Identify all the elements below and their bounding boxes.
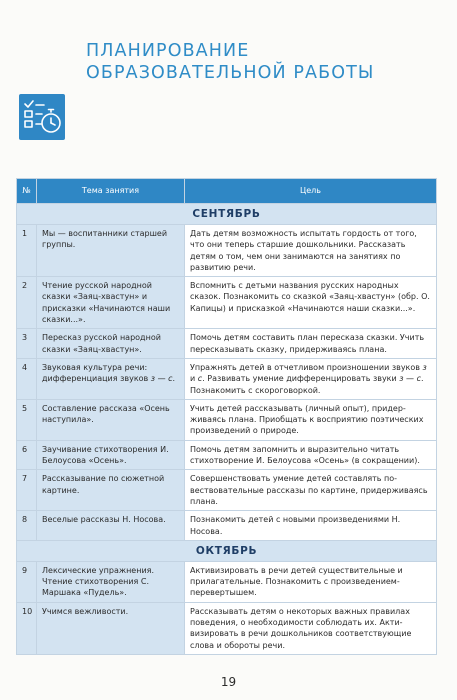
row-topic: Веселые рассказы Н. Носова. [37, 511, 185, 541]
row-goal: Учить детей рассказывать (личный опыт), придерживаясь плана. Приобщать к восприятию поэтических произведений о природе. [185, 399, 437, 440]
row-number: 3 [17, 329, 37, 359]
row-goal: Познакомить детей с новыми произведениями Н. Носова. [185, 511, 437, 541]
table-header-row [17, 179, 437, 204]
sound-italic: с [197, 374, 203, 384]
row-number: 6 [17, 440, 37, 470]
row-topic: Чтение русской народной сказки «Заяц-хвастун» и присказки «Начинаются наши сказки...». [37, 277, 185, 329]
lesson-plan-table [16, 178, 437, 655]
table-row [17, 225, 437, 277]
goal-text: Упражнять детей в отчетливом произношении звуков [190, 362, 423, 372]
table-row [17, 277, 437, 329]
row-topic: Лексические упражнения. Чтение стихотворения С. Маршака «Пудель». [37, 561, 185, 602]
row-topic [37, 358, 185, 399]
row-goal: Помочь детям составить план пересказа сказки. Учить пересказывать сказку, придерживаясь плана. [185, 329, 437, 359]
page-title-line-1: ПЛАНИРОВАНИЕ [86, 41, 250, 61]
row-topic: Заучивание стихотворения И. Белоусова «Осень». [37, 440, 185, 470]
table-row [17, 440, 437, 470]
month-row-october [17, 540, 437, 561]
page-number: 19 [220, 675, 237, 689]
topic-text: Звуковая культура речи: дифференциация звуков [42, 362, 151, 384]
row-goal: Рассказывать детям о некоторых важных правилах поведения, о необходимости соблюдать их. Активизировать в речи дошкольников соответствующие слова и обороты речи. [185, 602, 437, 654]
row-number: 10 [17, 602, 37, 654]
page-title [86, 40, 374, 84]
row-goal [185, 358, 437, 399]
row-number: 2 [17, 277, 37, 329]
row-number: 7 [17, 470, 37, 511]
table-row [17, 561, 437, 602]
month-label: ОКТЯБРЬ [17, 540, 437, 561]
row-number: 8 [17, 511, 37, 541]
table-row [17, 329, 437, 359]
sound-italic: з [422, 362, 427, 372]
header-topic: Тема занятия [37, 179, 185, 204]
goal-text-end: . Познакомить с скороговоркой. [190, 374, 424, 395]
row-number: 4 [17, 358, 37, 399]
header-goal: Цель [185, 179, 437, 204]
goal-text: . Развивать умение дифференцировать звуки [202, 374, 400, 384]
sounds-italic: з — с [399, 374, 421, 384]
row-goal: Помочь детям запомнить и выразительно читать стихотворение И. Белоусова «Осень» (в сокращении). [185, 440, 437, 470]
row-number: 5 [17, 399, 37, 440]
row-topic: Учимся вежливости. [37, 602, 185, 654]
table-row [17, 358, 437, 399]
row-goal: Вспомнить с детьми названия русских народных сказок. Познакомить со сказкой «Заяц-хвастун» (обр. О. Капицы) и присказкой «Начинаются наши сказки...». [185, 277, 437, 329]
topic-text-end: . [172, 374, 176, 384]
row-goal: Активизировать в речи детей существительные и прилагательные. Познакомить с произведением-перевертышем. [185, 561, 437, 602]
table-row [17, 602, 437, 654]
row-number: 1 [17, 225, 37, 277]
header-number: № [17, 179, 37, 204]
row-topic: Составление рассказа «Осень наступила». [37, 399, 185, 440]
page-title-line-2: ОБРАЗОВАТЕЛЬНОЙ РАБОТЫ [86, 63, 375, 83]
goal-text: и [190, 374, 198, 384]
checklist-stopwatch-icon [19, 94, 65, 140]
row-topic: Мы — воспитанники старшей группы. [37, 225, 185, 277]
row-number: 9 [17, 561, 37, 602]
table-row [17, 511, 437, 541]
month-label: СЕНТЯБРЬ [17, 204, 437, 225]
row-goal: Совершенствовать умение детей составлять повествовательные рассказы по картине, придерживаясь плана. [185, 470, 437, 511]
table-row [17, 399, 437, 440]
row-topic: Пересказ русской народной сказки «Заяц-хвастун». [37, 329, 185, 359]
sounds-italic: з — с [150, 374, 173, 384]
row-goal: Дать детям возможность испытать гордость от того, что они теперь старшие дошкольники. Рассказать детям о том, чем они занимаются на занятиях по развитию речи. [185, 225, 437, 277]
table-row [17, 470, 437, 511]
row-topic: Рассказывание по сюжетной картине. [37, 470, 185, 511]
month-row-september [17, 204, 437, 225]
